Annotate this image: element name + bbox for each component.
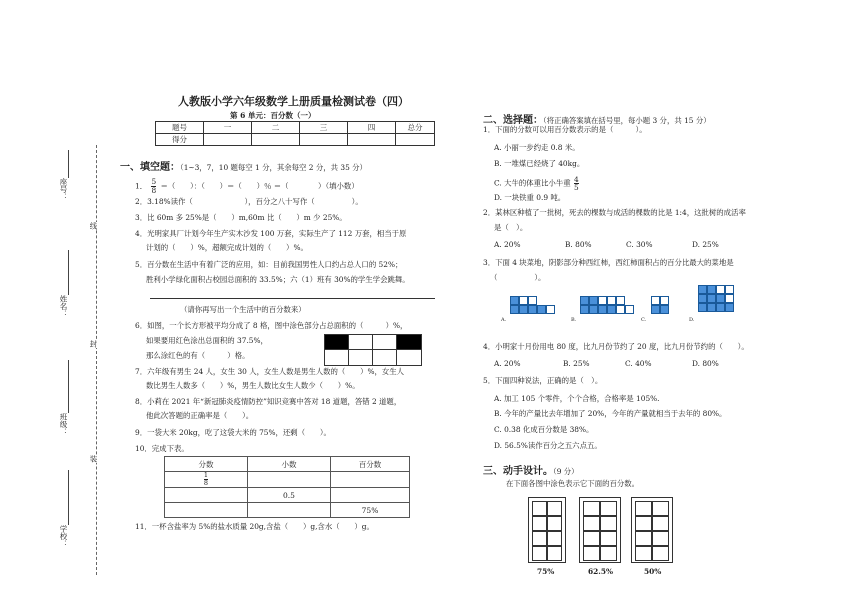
plot-empty (725, 294, 734, 303)
plot-empty (616, 296, 625, 305)
score-cell[interactable] (204, 134, 252, 146)
school-blank (68, 470, 69, 525)
section2-note: （将正确答案填在括号里，每小题 3 分，共 15 分） (543, 116, 711, 125)
unit-subtitle: 第 6 单元：百分数（一） (230, 111, 316, 120)
plot-empty (625, 305, 634, 314)
s2-q1-option-d: D. 一块铁重 0.9 吨。 (494, 193, 566, 202)
conv-answer-cell[interactable] (165, 488, 248, 503)
section3-heading: 三、动手设计。 (483, 466, 553, 477)
s1-q4a: 4．光明家具厂计划今年生产实木沙发 100 万套，实际生产了 112 万套，相当于原 (135, 229, 407, 238)
section2-heading: 二、选择题： (483, 115, 543, 126)
conv-answer-cell[interactable] (331, 472, 410, 488)
s2-q2-option-a: A. 20% (494, 240, 521, 249)
plot-shaded (598, 305, 607, 314)
score-cell[interactable] (396, 134, 435, 146)
conv-answer-cell[interactable] (248, 472, 331, 488)
plot-shaded (707, 294, 716, 303)
name-label: 姓名： (59, 295, 68, 318)
option-c-text: C. 大牛的体重比小牛重 (494, 178, 571, 188)
plot-empty (598, 296, 607, 305)
s1-q9: 9．一袋大米 20kg，吃了这袋大米的 75%，还剩（ ）。 (135, 428, 331, 437)
plot-empty (651, 296, 660, 305)
class-label: 班级： (59, 413, 68, 436)
s2-q5-option-b: B. 今年的产量比去年增加了 20%，今年的产量就相当于去年的 80%。 (494, 409, 727, 418)
s1-q1-fraction (151, 178, 156, 195)
s1-q5b: 胜利小学绿化面积占校园总面积的 33.5%；六（1）班有 30%的学生学会跳舞。 (146, 275, 410, 284)
plot-shaded (698, 303, 707, 312)
conv-answer-cell[interactable] (248, 503, 331, 518)
s1-q7a: 7．六年级有男生 24 人，女生 30 人，女生人数是男生人数的（ ）%，女生人 (135, 367, 405, 376)
plot-shaded (510, 305, 519, 314)
s2-q2-option-c: C. 30% (626, 240, 653, 249)
score-header: 四 (348, 122, 396, 134)
score-cell[interactable] (252, 134, 300, 146)
plot-shaded (580, 305, 589, 314)
plot-shaded (537, 305, 546, 314)
plot-shaded (607, 305, 616, 314)
s2-q1-option-c (494, 176, 579, 191)
s1-q4b: 计划的（ ）%，超额完成计划的（ ）%。 (146, 243, 308, 252)
plot-shaded (716, 303, 725, 312)
s1-q6a: 6．如图，一个长方形被平均分成了 8 格，图中涂色部分占总面积的（ ）%， (135, 321, 408, 330)
s2-q2-option-b: B. 80% (565, 240, 592, 249)
plot-empty (607, 296, 616, 305)
score-header: 二 (252, 122, 300, 134)
s2-q4-option-c: C. 40% (625, 359, 652, 368)
score-cell[interactable] (300, 134, 348, 146)
binding-line (96, 145, 97, 575)
s2-q2a: 2．某林区种植了一批树，死去的棵数与成活的棵数的比是 1:4，这批树的成活率 (483, 208, 746, 217)
s3-label-62-5: 62.5% (588, 567, 614, 576)
conv-fraction-cell (165, 472, 248, 488)
garden-d (698, 285, 746, 321)
plot-empty (716, 285, 725, 294)
plot-shaded (707, 285, 716, 294)
s2-q4-option-b: B. 25% (563, 359, 590, 368)
score-header: 一 (204, 122, 252, 134)
section3-note: （9 分） (553, 467, 579, 476)
garden-label-d: D. (689, 317, 695, 323)
plot-shaded (519, 305, 528, 314)
plot-shaded (725, 303, 734, 312)
binding-mark-bind: 装 (89, 455, 98, 463)
s1-q6c: 那么涂红色的有（ ）格。 (146, 351, 250, 360)
s1-q1-prefix: 1． (135, 181, 148, 191)
plot-shaded (698, 294, 707, 303)
s1-q5a: 5．百分数在生活中有着广泛的应用，如：目前我国男性人口约占总人口的 52%； (135, 260, 403, 269)
conversion-table (164, 456, 410, 518)
s2-q1-option-b: B. 一堆煤已经烧了 40kg。 (494, 159, 585, 168)
seat-blank (68, 150, 69, 178)
fraction-numerator: 4 (573, 175, 579, 184)
garden-label-a: A. (501, 317, 507, 323)
s1-q8a: 8．小莉在 2021 年“新冠肺炎疫情防控”知识竞赛中答对 18 道题，答错 2 道题， (135, 397, 402, 406)
score-table (155, 121, 435, 146)
s1-q10: 10．完成下表。 (135, 444, 189, 453)
garden-a (510, 296, 558, 318)
plot-empty (725, 285, 734, 294)
section1-header (120, 155, 367, 174)
garden-label-b: B. (571, 317, 577, 323)
rect-cell (324, 349, 350, 366)
s1-q3: 3．比 60m 多 25%是（ ）m,60m 比（ ）m 少 25%。 (135, 213, 347, 222)
plot-shaded (698, 285, 707, 294)
s1-q1 (135, 178, 359, 195)
plot-empty (546, 305, 555, 314)
conv-header: 分数 (165, 457, 248, 472)
s2-q3a: 3．下面 4 块菜地，阴影部分种西红柿，西红柿面积占的百分比最大的菜地是 (483, 258, 734, 267)
binding-mark-seal: 封 (89, 340, 98, 348)
garden-b (580, 296, 638, 318)
plot-shaded (716, 294, 725, 303)
s2-q5-option-c: C. 0.38 化成百分数是 38%。 (494, 425, 594, 434)
fraction-numerator: 1 (203, 471, 209, 479)
s3-label-50: 50% (644, 567, 662, 576)
s2-q4-option-d: D. 80% (692, 359, 719, 368)
s1-q11: 11．一杯含盐率为 5%的盐水质量 20g,含盐（ ）g,含水（ ）g。 (135, 522, 374, 531)
plot-empty (660, 296, 669, 305)
s1-q2: 2．3.18%读作（ ），百分之八十写作（ ）。 (135, 197, 363, 206)
plot-shaded (580, 296, 589, 305)
score-header: 总分 (396, 122, 435, 134)
plot-shaded (651, 305, 660, 314)
s3-grid-62-5[interactable] (579, 497, 621, 563)
plot-empty (616, 305, 625, 314)
section1-heading: 一、填空题： (120, 162, 180, 173)
conv-answer-cell[interactable] (165, 503, 248, 518)
s2-q4-option-a: A. 20% (494, 359, 521, 368)
plot-shaded (510, 296, 519, 305)
binding-mark-line: 线 (89, 222, 98, 230)
conv-answer-cell[interactable] (331, 488, 410, 503)
plot-empty (528, 296, 537, 305)
conv-header: 百分数 (331, 457, 410, 472)
plot-shaded (660, 305, 669, 314)
rect-cell (348, 349, 374, 366)
section1-note: （1~3，7，10 题每空 1 分，其余每空 2 分，共 35 分） (180, 163, 367, 172)
school-label: 学校： (59, 525, 68, 548)
score-header: 题号 (156, 122, 204, 134)
section3-header (483, 459, 579, 478)
name-blank (68, 250, 69, 295)
conv-header: 小数 (248, 457, 331, 472)
plot-shaded (589, 296, 598, 305)
score-header: 三 (300, 122, 348, 134)
s1-q8b: 他此次答题的正确率是（ ）。 (146, 411, 254, 420)
rect-cell (372, 349, 398, 366)
conv-decimal-cell: 0.5 (248, 488, 331, 503)
plot-shaded (707, 303, 716, 312)
fraction-denominator: 8 (203, 479, 209, 487)
class-blank (68, 360, 69, 413)
fraction-numerator: 5 (151, 177, 157, 186)
s3-instruction: 在下面各图中涂色表示它下面的百分数。 (506, 479, 640, 488)
s2-q5: 5．下面四种说法，正确的是（ ）。 (483, 376, 603, 385)
garden-label-c: C. (641, 317, 647, 323)
s2-q1-option-a: A. 小丽一步约走 0.8 米。 (494, 143, 580, 152)
s1-q5-answer-line[interactable] (150, 298, 435, 299)
s2-q4: 4．小明家十月份用电 80 度，比九月份节约了 20 度，比九月份节约的（ ）。 (483, 342, 749, 351)
s3-label-75: 75% (537, 567, 555, 576)
s1-q1-rest: ＝（ ）：（ ）＝（ ）％ ＝（ ）（填小数） (160, 181, 359, 191)
s2-q1: 1．下面的分数可以用百分数表示的是（ ）。 (483, 125, 647, 134)
fraction-denominator: 8 (151, 186, 157, 195)
s2-q2b: 是（ ）。 (494, 223, 528, 232)
s3-grid-75[interactable] (528, 497, 566, 563)
s2-q3b: （ ）。 (490, 273, 546, 282)
s2-q2-option-d: D. 25% (692, 240, 719, 249)
seat-label: 座号： (59, 178, 68, 201)
s1-q7b: 数比男生人数多（ ）%，男生人数比女生人数少（ ）%。 (146, 381, 360, 390)
s2-q5-option-a: A. 加工 105 个零件，个个合格，合格率是 105%. (494, 394, 660, 403)
plot-empty (519, 296, 528, 305)
plot-shaded (589, 305, 598, 314)
garden-c (651, 296, 671, 318)
fraction-denominator: 5 (573, 183, 579, 192)
s1-q5c: （请你再写出一个生活中的百分数来） (180, 305, 306, 314)
exam-title: 人教版小学六年级数学上册质量检测试卷（四） (178, 95, 409, 108)
score-cell[interactable] (348, 134, 396, 146)
s1-q6b: 如果要用红色涂出总面积的 37.5%， (146, 336, 268, 345)
score-row-label: 得分 (156, 134, 204, 146)
plot-shaded (528, 305, 537, 314)
rect-cell (396, 349, 422, 366)
conv-percent-cell: 75% (331, 503, 410, 518)
s3-grid-50[interactable] (631, 497, 673, 563)
s2-q5-option-d: D. 56.5%读作百分之五六点五。 (494, 441, 602, 450)
s1-q6-rectangle (324, 334, 424, 366)
